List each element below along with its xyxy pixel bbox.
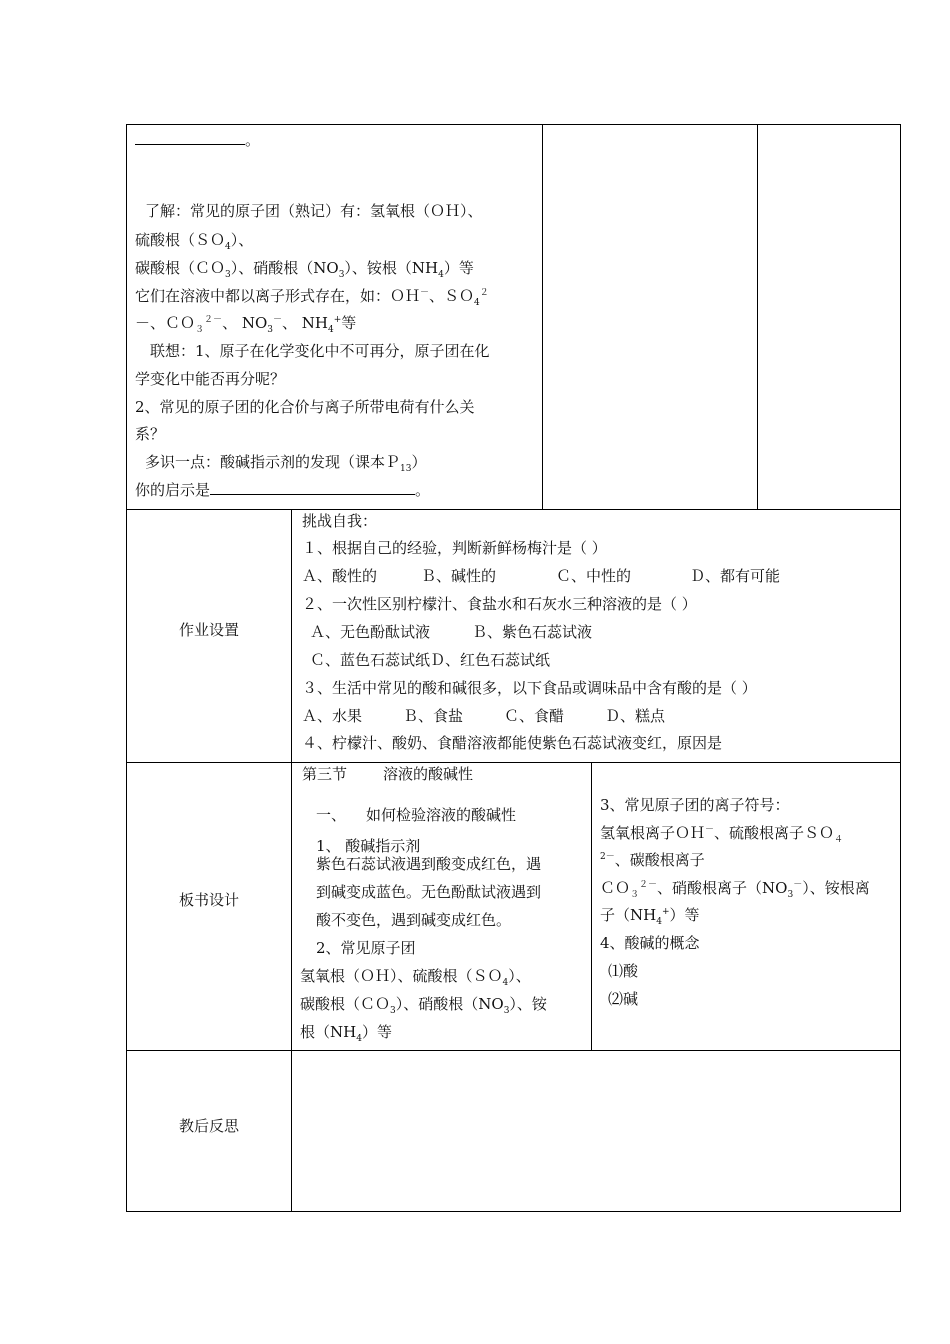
text-line: 碳酸根（ＣＯ$_3$）、硝酸根$(NO_3)$、铵根$(NH_4)$等: [135, 259, 474, 280]
text-line: －、ＣＯ$_3^{2-}$、 $NO_3^-$、 $NH_4^+$等: [135, 314, 357, 335]
question-1-option: Ｄ、都有可能: [690, 567, 781, 585]
board-subheading: 2、常见原子团: [316, 939, 416, 957]
row-label-board: 板书设计: [178, 891, 239, 909]
table-border-bottom: [126, 1211, 901, 1212]
fill-blank-line: 。: [135, 130, 260, 150]
board-subheading: 1、 酸碱指示剂: [316, 837, 421, 855]
row-label-homework: 作业设置: [178, 621, 239, 639]
text-line: 硫酸根（ＳＯ$_4$）、: [135, 231, 254, 252]
board-right-heading: 3、常见原子团的离子符号：: [600, 796, 790, 814]
row-label-reflection: 教后反思: [178, 1117, 239, 1135]
row-divider-2: [126, 762, 901, 763]
col-divider-top-2: [757, 124, 758, 509]
board-text: 紫色石蕊试液遇到酸变成红色，遇: [316, 855, 542, 873]
question-3-option: Ｄ、糕点: [605, 707, 666, 725]
reflection-empty-cell[interactable]: [292, 1051, 900, 1211]
question-2-option: Ａ、无色酚酞试液: [310, 623, 431, 641]
board-right-text: 子$(NH_4^+)$等: [600, 906, 700, 927]
board-right-text: ＣＯ$_3^{2-}$、硝酸根离子$(NO_3^-)$、铵根离: [600, 879, 870, 900]
question-3-option: Ａ、水果: [302, 707, 363, 725]
board-heading-1: 一、 如何检验溶液的酸碱性: [316, 806, 517, 824]
question-2-option: Ｂ、紫色石蕊试液: [472, 623, 593, 641]
question-1: １、根据自己的经验，判断新鲜杨梅汁是（ ）: [302, 539, 607, 557]
board-right-item: ⑵碱: [608, 990, 639, 1008]
board-right-text: 氢氧根离子ＯＨ－、硫酸根离子ＳＯ$_4$: [600, 824, 844, 845]
text-line: 了解：常见的原子团（熟记）有：氢氧根（ＯＨ）、: [145, 202, 483, 220]
board-text: 酸不变色，遇到碱变成红色。: [316, 911, 512, 929]
text-line: 学变化中能否再分呢？: [135, 370, 286, 388]
text-line: 2、常见的原子团的化合价与离子所带电荷有什么关: [135, 398, 475, 416]
board-text: 到碱变成蓝色。无色酚酞试液遇到: [316, 883, 542, 901]
question-1-option: Ｃ、中性的: [556, 567, 632, 585]
board-right-item: ⑴酸: [608, 962, 639, 980]
table-border-left: [126, 124, 127, 1212]
homework-title: 挑战自我：: [302, 512, 378, 530]
question-2-option: Ｃ、蓝色石蕊试纸Ｄ、红色石蕊试纸: [310, 651, 551, 669]
board-right-heading: 4、酸碱的概念: [600, 934, 700, 952]
table-border-top: [126, 124, 901, 125]
board-text: 氢氧根（ＯＨ）、硫酸根（ＳＯ$_4$）、: [300, 967, 531, 988]
board-section-title: 第三节 溶液的酸碱性: [302, 765, 474, 783]
text-line: 它们在溶液中都以离子形式存在，如：ＯＨ－、ＳＯ$_4^2$: [135, 287, 489, 308]
board-text: 碳酸根（ＣＯ$_3$）、硝酸根$(NO_3)$、铵: [300, 995, 547, 1016]
question-3: ３、生活中常见的酸和碱很多，以下食品或调味品中含有酸的是（ ）: [302, 679, 757, 697]
board-right-text: $^{2-}$、碳酸根离子: [600, 851, 705, 869]
text-line: 联想：1、原子在化学变化中不可再分，原子团在化: [150, 342, 490, 360]
question-4: ４、柠檬汁、酸奶、食醋溶液都能使紫色石蕊试液变红，原因是: [302, 734, 723, 752]
question-3-option: Ｃ、食醋: [504, 707, 565, 725]
text-line: 多识一点：酸碱指示剂的发现（课本Ｐ$_{13}$）: [145, 453, 427, 474]
table-border-right: [900, 124, 901, 1212]
question-2: ２、一次性区别柠檬汁、食盐水和石灰水三种溶液的是（ ）: [302, 595, 697, 613]
question-3-option: Ｂ、食盐: [403, 707, 464, 725]
text-line: 你的启示是 。: [135, 481, 431, 499]
question-1-option: Ｂ、碱性的: [421, 567, 497, 585]
col-divider-top-1: [542, 124, 543, 509]
text-line: 系？: [135, 425, 166, 443]
board-text: 根$(NH_4)$等: [300, 1023, 392, 1044]
question-1-option: Ａ、酸性的: [302, 567, 378, 585]
col-divider-board: [591, 762, 592, 1050]
row-divider-1: [126, 509, 901, 510]
